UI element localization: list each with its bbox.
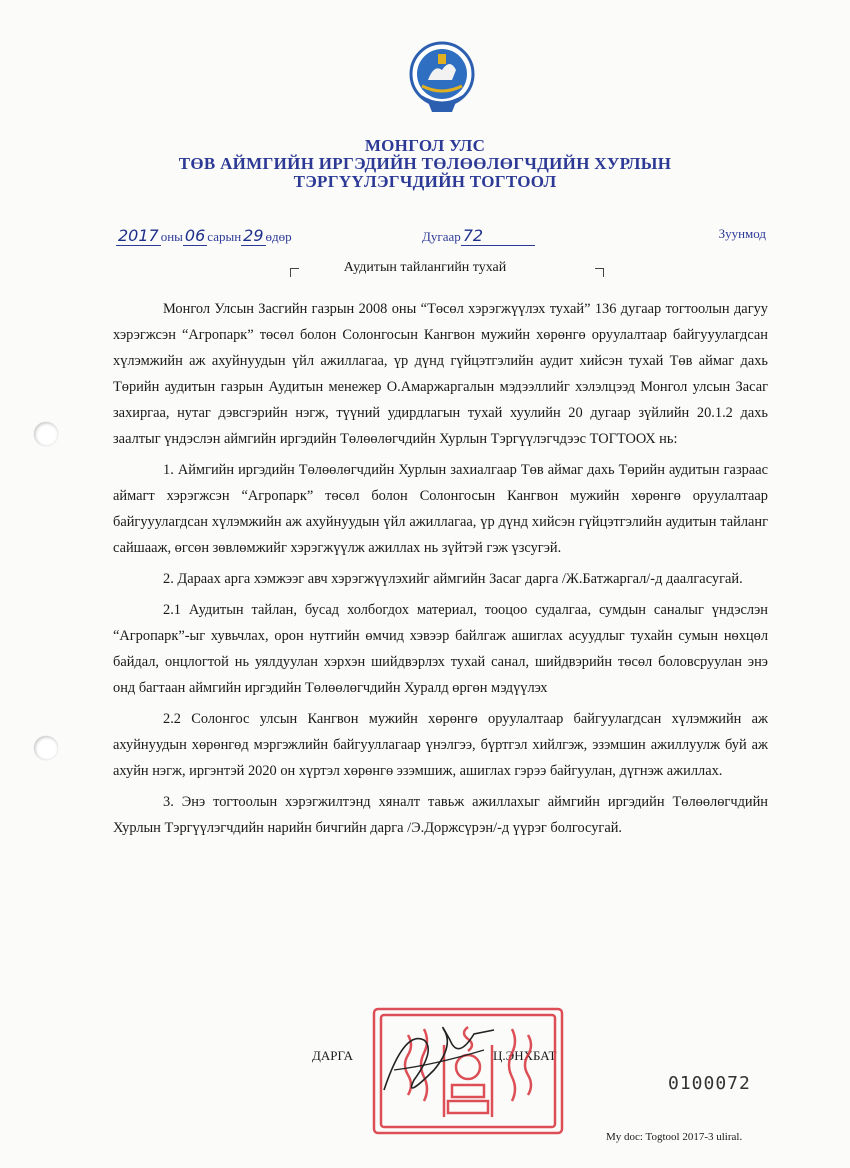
date-day: 29	[243, 226, 264, 245]
document-subject: Аудитын тайлангийн тухай	[343, 260, 507, 275]
number-value: 72	[461, 226, 535, 246]
date-year-suffix: оны	[160, 229, 183, 244]
state-emblem-icon	[408, 40, 476, 118]
date-month: 06	[184, 226, 206, 245]
date-year: 2017	[118, 226, 159, 245]
body-paragraph: 1. Аймгийн иргэдийн Төлөөлөгчдийн Хурлын захиалгаар Төв аймаг дахь Төрийн аудитын газраас аймагт хэрэгжсэн “Агропарк” төсөл болон Солонгосын Кангвон мужийн хөрөнгө оруулалтаар байгууулагдсан хүлэмжийн аж ахуйнуудын үйл ажиллагаа, үр дүнд хийсэн гүйцэтгэлийн аудитын тайланг сайшааж, өгсөн зөвлөмжийг хэрэгжүүлж ажиллах нь зүйтэй гэж үзсугэй.	[113, 462, 768, 556]
handwritten-signature-icon	[374, 1010, 504, 1110]
body-paragraph: 2.1 Аудитын тайлан, бусад холбогдох материал, тооцоо судалгаа, сумдын саналыг үндэслэн “Агропарк”-ыг хувьчлах, орон нутгийн өмчид хэвээр байлгаж ашиглах асуудлыг тухайн сумын нөхцөл байдал, онцлогтой нь уялдуулан хэрхэн шийдвэрлэх тухай санал, шийдвэрийн төсөл боловсруулан энэ онд багтаан аймгийн иргэдийн Төлөөлөгчдийн Хуралд өргөн мэдүүлэх	[113, 602, 768, 696]
header-line-2: ТӨВ АЙМГИЙН ИРГЭДИЙН ТӨЛӨӨЛӨГЧДИЙН ХУРЛЫН	[178, 154, 672, 173]
document-body	[113, 296, 768, 846]
document-number	[422, 226, 535, 246]
header-line-1: МОНГОЛ УЛС	[364, 136, 486, 155]
body-paragraph: 3. Энэ тогтоолын хэрэгжилтэнд хяналт тавьж ажиллахыг аймгийн иргэдийн Төлөөлөгчдийн Хурлын Тэргүүлэгчдийн нарийн бичгийн дарга /Э.Доржсүрэн/-д үүрэг болгосугай.	[113, 794, 768, 836]
body-paragraph: Монгол Улсын Засгийн газрын 2008 оны “Төсөл хэрэгжүүлэх тухай” 136 дугаар тогтоолын дагуу хэрэгжсэн “Агропарк” төсөл болон Солонгосын Кангвон мужийн хөрөнгө оруулалтаар байгууулагдсан хүлэмжийн аж ахуйнуудын үйл ажиллагаа, үр дүнд гүйцэтгэлийн аудит хийсэн тухай Төв аймаг дахь Төрийн аудитын газрын Аудитын менежер О.Амаржаргалын мэдээллийг хэлэлцээд Монгол улсын Засаг захиргаа, нутаг дэвсгэрийн нэгж, түүний удирдлагын тухай хуулийн 20 дугаар зүйлийн 20.1.2 дахь заалтыг үндэслэн аймгийн иргэдийн Төлөөлөгчдийн Хурлын Тэргүүлэгчдээс ТОГТООХ нь:	[113, 301, 768, 447]
document-meta-row	[116, 226, 776, 248]
signer-title: ДАРГА	[312, 1048, 353, 1063]
date-month-suffix: сарын	[207, 229, 242, 244]
document-date	[116, 226, 292, 245]
punch-hole-bottom	[34, 736, 58, 760]
date-day-suffix: өдөр	[265, 229, 292, 244]
serial-number: 0100072	[668, 1073, 751, 1094]
signer-name: Ц.ЭНХБАТ	[493, 1048, 557, 1063]
number-label: Дугаар	[422, 229, 461, 244]
document-place: Зуунмод	[718, 226, 766, 241]
punch-hole-top	[34, 422, 58, 446]
body-paragraph: 2.2 Солонгос улсын Кангвон мужийн хөрөнгө оруулалтаар байгуулагдсан хүлэмжийн аж ахуйнуудын хөрөнгөд мэргэжлийн байгууллагаар үнэлгээ, бүртгэл хийлгэж, эзэмшин ажиллуулж буй аж ахуйн нэгж, иргэнтэй 2020 он хүртэл хөрөнгө эзэмшиж, ашиглах гэрээ байгуулан, дүгнэж ажиллах.	[113, 711, 768, 779]
footer-note: My doc: Togtool 2017-3 uliral.	[606, 1131, 743, 1143]
header-line-3: ТЭРГҮҮЛЭГЧДИЙН ТОГТООЛ	[293, 172, 557, 191]
body-paragraph: 2. Дараах арга хэмжээг авч хэрэгжүүлэхийг аймгийн Засаг дарга /Ж.Батжаргал/-д даалгасугай.	[163, 571, 743, 587]
